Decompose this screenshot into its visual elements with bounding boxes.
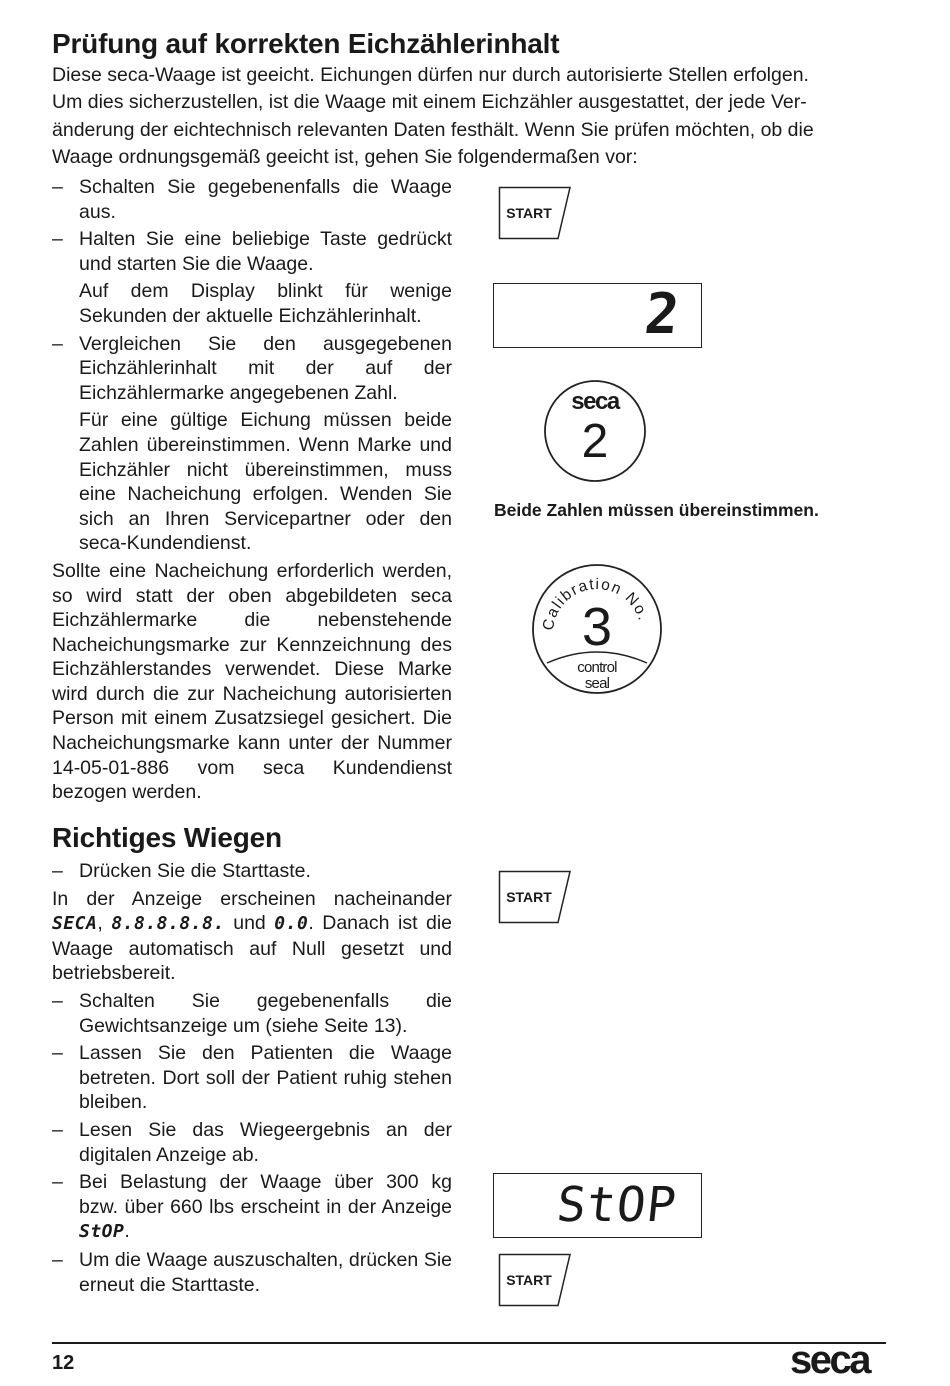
calibration-steps xyxy=(52,175,452,805)
list-item xyxy=(52,1118,452,1167)
display-value: StOP xyxy=(554,1177,680,1233)
start-key-label: START xyxy=(506,889,552,905)
step-note: Auf dem Display blinkt für wenige Sekunden der aktuelle Eichzählerinhalt. xyxy=(79,280,452,327)
step-text: Lesen Sie das Wiegeergebnis an der digitalen Anzeige ab. xyxy=(79,1118,452,1166)
lcd-display xyxy=(493,1173,702,1238)
seal-text: control xyxy=(577,659,617,676)
section-heading-calibration: Prüfung auf korrekten Eichzählerinhalt xyxy=(52,28,560,59)
list-item xyxy=(52,1041,452,1115)
bullet-dash: – xyxy=(52,1171,63,1194)
step-text: Drücken Sie die Starttaste. xyxy=(79,860,311,882)
bullet-dash: – xyxy=(52,860,63,882)
seca-mark-brand: seca xyxy=(571,388,619,415)
lcd-display xyxy=(493,283,702,348)
paragraph-text: . xyxy=(124,1220,130,1243)
bullet-dash: – xyxy=(52,1118,63,1141)
display-sequence-paragraph xyxy=(52,887,452,986)
seca-mark-number: 2 xyxy=(581,415,609,468)
list-item xyxy=(52,1248,452,1297)
calibration-arc-text: Calibration No. xyxy=(539,575,653,632)
footer-divider xyxy=(52,1342,886,1344)
intro-line: änderung der eichtechnisch relevanten Daten festhält. Wenn Sie prüfen möchten, ob die xyxy=(52,118,814,141)
list-item xyxy=(52,175,452,224)
weighing-steps xyxy=(52,859,452,1297)
step-text: Halten Sie eine beliebige Taste gedrückt und starten Sie die Waage. xyxy=(79,228,452,275)
start-key-label: START xyxy=(506,205,552,221)
start-key-icon xyxy=(498,870,572,924)
list-item xyxy=(52,227,452,276)
step-text xyxy=(79,1170,452,1245)
bullet-dash: – xyxy=(52,1042,63,1065)
segment-seca: SECA xyxy=(52,913,98,935)
intro-paragraph xyxy=(52,62,888,171)
list-item xyxy=(52,1170,452,1245)
bullet-dash: – xyxy=(52,989,63,1012)
bullet-dash: – xyxy=(52,228,63,251)
seca-calibration-mark-icon xyxy=(543,379,647,483)
paragraph-text: , xyxy=(97,912,103,935)
list-item xyxy=(52,989,452,1038)
display-value: 2 xyxy=(641,282,683,347)
step-text: Schalten Sie gegebenenfalls die Gewichtsanzeige um (siehe Seite 13). xyxy=(79,989,452,1037)
segment-stop: StOP xyxy=(79,1221,125,1243)
step-text: Vergleichen Sie den ausgegebenen Eichzählerinhalt mit der auf der Eichzählermarke angegebenen Zahl. xyxy=(79,332,452,404)
paragraph-text: und xyxy=(233,912,266,935)
seal-text: seal xyxy=(584,675,610,692)
start-key-icon xyxy=(498,1253,572,1307)
step-text: Um die Waage auszuschalten, drücken Sie erneut die Starttaste. xyxy=(79,1248,452,1296)
bullet-dash: – xyxy=(52,332,63,355)
step-note: Für eine gültige Eichung müssen beide Zahlen übereinstimmen. Wenn Marke und Eichzähler nicht übereinstimmen, muss eine Nacheichung erfolgen. Wenden Sie sich an Ihren Servicepartner oder den seca-Kundendienst. xyxy=(79,409,452,555)
start-key-label: START xyxy=(506,1272,552,1288)
section-heading-weighing: Richtiges Wiegen xyxy=(52,822,282,853)
page-number: 12 xyxy=(52,1352,75,1374)
bullet-dash: – xyxy=(52,1248,63,1271)
intro-line: Um dies sicherzustellen, ist die Waage mit einem Eichzähler ausgestattet, der jede Ver- xyxy=(52,91,807,114)
figure-caption: Beide Zahlen müssen übereinstimmen. xyxy=(494,500,819,520)
step-text: Lassen Sie den Patienten die Waage betreten. Dort soll der Patient ruhig stehen bleiben. xyxy=(79,1042,452,1114)
recalibration-paragraph: Sollte eine Nacheichung erforderlich werden, so wird statt der oben abgebildeten seca Eichzählermarke die nebenstehende Nacheichungsmarke zur Kennzeichnung des Eichzählerstandes verwendet. Diese Marke wird durch die zur Nacheichung autorisierten Person mit einem Zusatzsiegel gesichert. Die Nacheichungsmarke kann unter der Nummer 14-05-01-886 vom seca Kundendienst bezogen werden. xyxy=(52,559,452,804)
start-key-icon xyxy=(498,186,572,240)
recalibration-mark-icon xyxy=(531,563,663,695)
paragraph-text: In der Anzeige erscheinen nacheinander xyxy=(52,887,452,910)
calibration-number: 3 xyxy=(581,597,613,657)
step-text: Schalten Sie gegebenenfalls die Waage aus. xyxy=(79,176,452,223)
intro-line: Waage ordnungsgemäß geeicht ist, gehen Sie folgendermaßen vor: xyxy=(52,145,638,168)
segment-test: 8.8.8.8.8. xyxy=(111,913,225,935)
seca-logo: seca xyxy=(790,1338,869,1382)
bullet-dash: – xyxy=(52,176,63,198)
intro-line: Diese seca-Waage ist geeicht. Eichungen dürfen nur durch autorisierte Stellen erfolgen. xyxy=(52,64,809,86)
paragraph-text: . Danach ist die Waage automatisch auf Null gesetzt und betriebsbereit. xyxy=(52,912,453,985)
list-item xyxy=(52,332,452,406)
overload-text: Bei Belastung der Waage über 300 kg bzw. über 660 lbs erscheint in der Anzeige xyxy=(79,1171,452,1218)
list-item xyxy=(52,859,452,884)
segment-zero: 0.0 xyxy=(274,913,309,935)
